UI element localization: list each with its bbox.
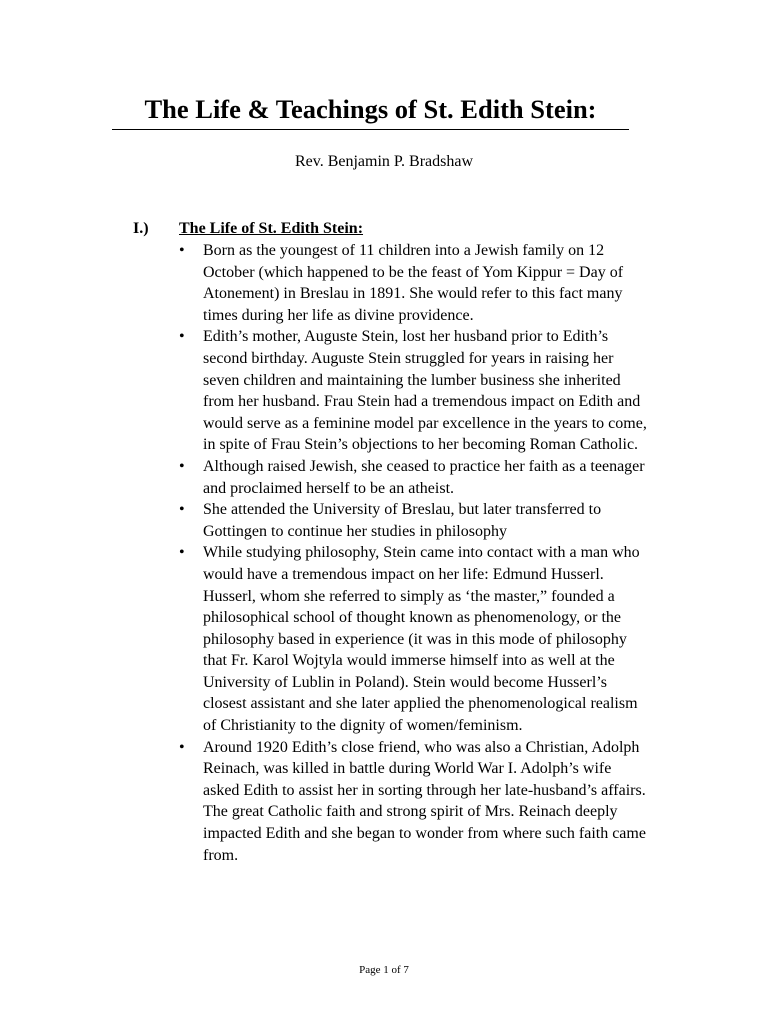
list-item <box>179 737 649 867</box>
bullet-icon: • <box>179 544 185 562</box>
list-item <box>179 542 649 736</box>
bullet-text: Edith’s mother, Auguste Stein, lost her husband prior to Edith’s second birthday. Auguste Stein struggled for years in raising her seven children and maintaining the lumber business she inherited from her husband. Frau Stein had a tremendous impact on Edith and would serve as a feminine model par excellence in the years to come, in spite of Frau Stein’s objections to her becoming Roman Catholic. <box>203 328 647 454</box>
page-footer: Page 1 of 7 <box>359 964 409 976</box>
document-title: The Life & Teachings of St. Edith Stein: <box>112 93 629 130</box>
bullet-icon: • <box>179 738 185 756</box>
bullet-text: Born as the youngest of 11 children into a Jewish family on 12 October (which happened to be the feast of Yom Kippur = Day of Atonement) in Breslau in 1891. She would refer to this fact many times during her life as divine providence. <box>203 242 624 324</box>
bullet-text: Although raised Jewish, she ceased to practice her faith as a teenager and proclaimed herself to be an atheist. <box>203 457 645 497</box>
list-item <box>179 240 649 326</box>
bullet-text: She attended the University of Breslau, but later transferred to Gottingen to continue her studies in philosophy <box>203 501 602 540</box>
section-heading: The Life of St. Edith Stein: <box>179 220 364 237</box>
bullet-icon: • <box>179 457 185 475</box>
list-item <box>179 326 649 456</box>
bullet-text: Around 1920 Edith’s close friend, who was also a Christian, Adolph Reinach, was killed in battle during World War I. Adolph’s wife asked Edith to assist her in sorting through her late-husband’s affairs. The great Catholic faith and strong spirit of Mrs. Reinach deeply impacted Edith and she began to wonder from where such faith came from. <box>203 738 646 864</box>
list-item <box>179 499 649 542</box>
bullet-text: While studying philosophy, Stein came into contact with a man who would have a tremendous impact on her life: Edmund Husserl. Husserl, whom she referred to simply as ‘the master,” founded a philosophical school of thought known as phenomenology, or the philosophy based in experience (it was in this mode of philosophy that Fr. Karol Wojtyla would immerse himself into as well at the University of Lublin in Poland). Stein would become Husserl’s closest assistant and she later applied the phenomenological realism of Christianity to the dignity of women/feminism. <box>203 544 640 735</box>
section-number: I.) <box>133 220 149 237</box>
bullet-list <box>179 240 649 866</box>
list-item <box>179 456 649 499</box>
bullet-icon: • <box>179 242 185 259</box>
bullet-icon: • <box>179 501 185 519</box>
bullet-icon: • <box>179 328 185 346</box>
document-author: Rev. Benjamin P. Bradshaw <box>294 153 474 170</box>
